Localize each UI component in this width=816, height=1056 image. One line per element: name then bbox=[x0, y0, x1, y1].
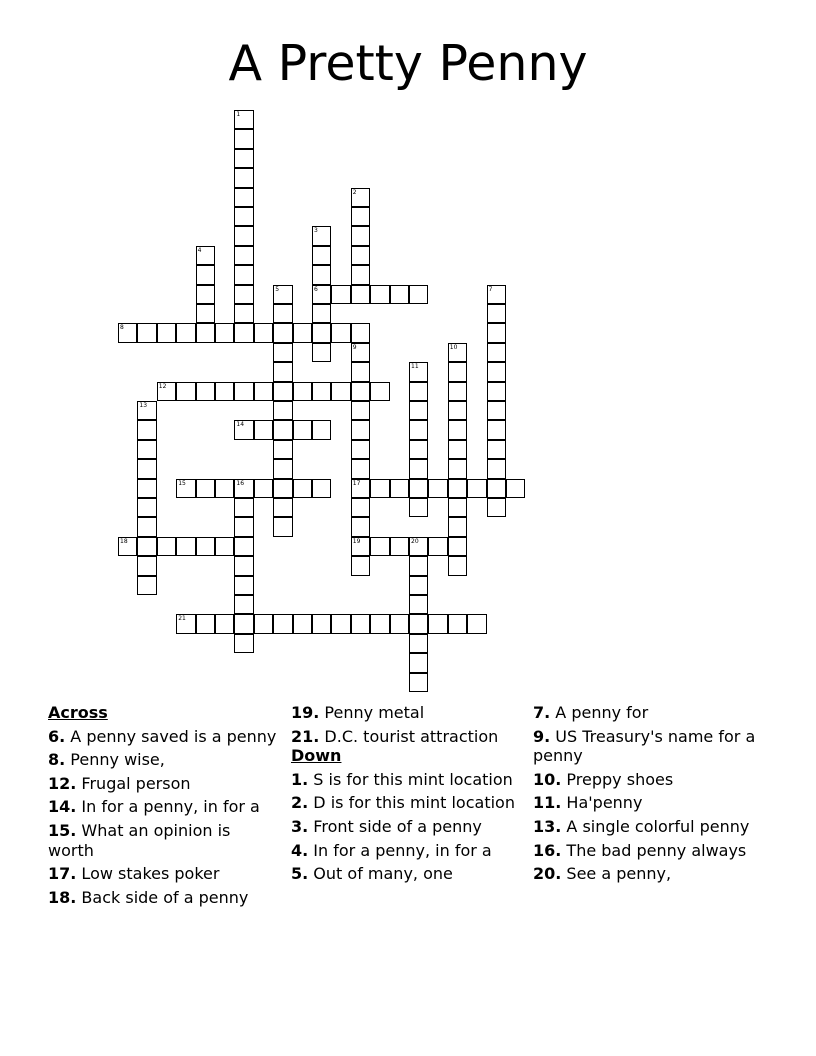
grid-cell[interactable] bbox=[312, 343, 331, 362]
grid-cell[interactable] bbox=[234, 498, 253, 517]
grid-cell[interactable] bbox=[351, 362, 370, 381]
grid-cell[interactable] bbox=[273, 420, 292, 439]
cell-number: 4 bbox=[197, 246, 202, 254]
grid-cell[interactable] bbox=[448, 479, 467, 498]
grid-cell[interactable] bbox=[409, 634, 428, 653]
across-clue bbox=[48, 727, 280, 747]
grid-cell[interactable] bbox=[234, 634, 253, 653]
grid-cell[interactable] bbox=[157, 382, 176, 401]
grid-cell[interactable] bbox=[351, 440, 370, 459]
cell-number: 16 bbox=[236, 479, 245, 487]
grid-cell[interactable] bbox=[196, 246, 215, 265]
cell-number: 2 bbox=[352, 188, 357, 196]
across-clue bbox=[48, 774, 280, 794]
grid-cell[interactable] bbox=[215, 323, 234, 342]
grid-cell[interactable] bbox=[351, 207, 370, 226]
grid-cell[interactable] bbox=[312, 246, 331, 265]
grid-cell[interactable] bbox=[137, 401, 156, 420]
cell-number: 1 bbox=[236, 111, 241, 118]
grid-cell[interactable] bbox=[409, 537, 428, 556]
grid-cell[interactable] bbox=[137, 420, 156, 439]
clue-text: D is for this mint location bbox=[308, 793, 515, 813]
clues-column-1 bbox=[48, 703, 280, 911]
grid-cell[interactable] bbox=[273, 459, 292, 478]
cell-number: 13 bbox=[139, 402, 148, 409]
grid-cell[interactable] bbox=[351, 420, 370, 439]
grid-cell[interactable] bbox=[409, 440, 428, 459]
grid-cell[interactable] bbox=[331, 614, 350, 633]
grid-cell[interactable] bbox=[234, 265, 253, 284]
grid-cell[interactable] bbox=[448, 556, 467, 575]
grid-cell[interactable] bbox=[390, 614, 409, 633]
grid-cell[interactable] bbox=[234, 576, 253, 595]
grid-cell[interactable] bbox=[176, 323, 195, 342]
clue-number: 7. bbox=[533, 703, 551, 722]
grid-cell[interactable] bbox=[390, 537, 409, 556]
grid-cell[interactable] bbox=[176, 614, 195, 633]
grid-cell[interactable] bbox=[487, 285, 506, 304]
down-clue bbox=[533, 703, 765, 723]
grid-cell[interactable] bbox=[351, 285, 370, 304]
grid-cell[interactable] bbox=[234, 168, 253, 187]
grid-cell[interactable] bbox=[448, 362, 467, 381]
clue-number: 10. bbox=[533, 769, 562, 789]
grid-cell[interactable] bbox=[196, 304, 215, 323]
grid-cell[interactable] bbox=[273, 614, 292, 633]
grid-cell[interactable] bbox=[312, 265, 331, 284]
cell-number: 9 bbox=[352, 343, 357, 351]
down-clue bbox=[533, 793, 765, 813]
grid-cell[interactable] bbox=[331, 382, 350, 401]
grid-cell[interactable] bbox=[448, 614, 467, 633]
grid-cell[interactable] bbox=[312, 614, 331, 633]
grid-cell[interactable] bbox=[409, 673, 428, 692]
grid-cell[interactable] bbox=[273, 479, 292, 498]
grid-cell[interactable] bbox=[273, 498, 292, 517]
grid-cell[interactable] bbox=[215, 537, 234, 556]
grid-cell[interactable] bbox=[351, 517, 370, 536]
grid-cell[interactable] bbox=[312, 285, 331, 304]
grid-cell[interactable] bbox=[234, 382, 253, 401]
grid-cell[interactable] bbox=[331, 323, 350, 342]
clue-number: 8. bbox=[48, 750, 66, 770]
grid-cell[interactable] bbox=[351, 479, 370, 498]
grid-cell[interactable] bbox=[312, 420, 331, 439]
grid-cell[interactable] bbox=[137, 556, 156, 575]
clue-number: 11. bbox=[533, 793, 562, 813]
grid-cell[interactable] bbox=[506, 479, 525, 498]
grid-cell[interactable] bbox=[176, 537, 195, 556]
grid-cell[interactable] bbox=[293, 479, 312, 498]
grid-cell[interactable] bbox=[293, 382, 312, 401]
clue-text: US Treasury's name for a penny bbox=[533, 726, 756, 766]
down-heading: Down bbox=[291, 746, 342, 766]
clue-text: What an opinion is worth bbox=[48, 820, 231, 860]
grid-cell[interactable] bbox=[428, 614, 447, 633]
grid-cell[interactable] bbox=[118, 537, 137, 556]
clue-text: The bad penny always bbox=[561, 840, 747, 860]
cell-number: 17 bbox=[352, 479, 361, 487]
grid-cell[interactable] bbox=[234, 188, 253, 207]
grid-cell[interactable] bbox=[234, 420, 253, 439]
grid-cell[interactable] bbox=[448, 401, 467, 420]
grid-cell[interactable] bbox=[351, 188, 370, 207]
grid-cell[interactable] bbox=[273, 323, 292, 342]
clue-number: 2. bbox=[291, 793, 309, 813]
cell-number: 7 bbox=[488, 285, 493, 293]
grid-cell[interactable] bbox=[409, 459, 428, 478]
grid-cell[interactable] bbox=[487, 343, 506, 362]
grid-cell[interactable] bbox=[254, 382, 273, 401]
clues-column-2 bbox=[291, 703, 523, 888]
grid-cell[interactable] bbox=[409, 653, 428, 672]
grid-cell[interactable] bbox=[234, 149, 253, 168]
cell-number: 5 bbox=[275, 285, 280, 293]
clue-text: Preppy shoes bbox=[561, 769, 674, 789]
page-title: A Pretty Penny bbox=[228, 35, 588, 92]
grid-cell[interactable] bbox=[234, 517, 253, 536]
grid-cell[interactable] bbox=[254, 323, 273, 342]
cell-number: 21 bbox=[178, 615, 186, 623]
down-clue bbox=[533, 817, 765, 837]
grid-cell[interactable] bbox=[390, 285, 409, 304]
clue-text: Ha'penny bbox=[561, 793, 643, 813]
down-clue bbox=[291, 793, 523, 813]
grid-cell[interactable] bbox=[196, 323, 215, 342]
grid-cell[interactable] bbox=[234, 207, 253, 226]
clue-text: In for a penny, in for a bbox=[76, 797, 260, 817]
grid-cell[interactable] bbox=[254, 420, 273, 439]
clue-number: 18. bbox=[48, 887, 77, 907]
grid-cell[interactable] bbox=[234, 614, 253, 633]
grid-cell[interactable] bbox=[118, 323, 137, 342]
clue-number: 21. bbox=[291, 726, 320, 746]
grid-cell[interactable] bbox=[196, 479, 215, 498]
grid-cell[interactable] bbox=[234, 129, 253, 148]
down-clue bbox=[533, 727, 765, 766]
grid-cell[interactable] bbox=[448, 420, 467, 439]
grid-cell[interactable] bbox=[448, 498, 467, 517]
down-clue bbox=[291, 817, 523, 837]
grid-cell[interactable] bbox=[409, 576, 428, 595]
grid-cell[interactable] bbox=[370, 537, 389, 556]
grid-cell[interactable] bbox=[157, 537, 176, 556]
grid-cell[interactable] bbox=[487, 479, 506, 498]
grid-cell[interactable] bbox=[137, 459, 156, 478]
grid-cell[interactable] bbox=[409, 498, 428, 517]
clue-text: Back side of a penny bbox=[76, 887, 249, 907]
grid-cell[interactable] bbox=[293, 420, 312, 439]
grid-cell[interactable] bbox=[176, 382, 195, 401]
grid-cell[interactable] bbox=[273, 343, 292, 362]
grid-cell[interactable] bbox=[312, 382, 331, 401]
grid-cell[interactable] bbox=[234, 226, 253, 245]
cell-number: 3 bbox=[314, 227, 318, 235]
grid-cell[interactable] bbox=[351, 246, 370, 265]
grid-cell[interactable] bbox=[409, 285, 428, 304]
grid-cell[interactable] bbox=[448, 517, 467, 536]
clue-number: 16. bbox=[533, 840, 562, 860]
grid-cell[interactable] bbox=[370, 285, 389, 304]
grid-cell[interactable] bbox=[215, 382, 234, 401]
grid-cell[interactable] bbox=[351, 265, 370, 284]
grid-cell[interactable] bbox=[487, 362, 506, 381]
grid-cell[interactable] bbox=[176, 479, 195, 498]
down-clue bbox=[533, 841, 765, 861]
cell-number: 14 bbox=[236, 421, 245, 429]
grid-cell[interactable] bbox=[351, 323, 370, 342]
grid-cell[interactable] bbox=[137, 440, 156, 459]
clue-number: 13. bbox=[533, 816, 562, 836]
grid-cell[interactable] bbox=[409, 362, 428, 381]
cell-number: 19 bbox=[352, 537, 361, 545]
grid-cell[interactable] bbox=[487, 440, 506, 459]
down-clue bbox=[533, 864, 765, 884]
grid-cell[interactable] bbox=[273, 517, 292, 536]
cell-number: 20 bbox=[411, 537, 419, 545]
grid-cell[interactable] bbox=[234, 479, 253, 498]
grid-cell[interactable] bbox=[467, 479, 486, 498]
grid-cell[interactable] bbox=[351, 498, 370, 517]
grid-cell[interactable] bbox=[409, 614, 428, 633]
grid-cell[interactable] bbox=[273, 362, 292, 381]
clue-text: Frugal person bbox=[76, 773, 191, 793]
clue-number: 20. bbox=[533, 864, 562, 884]
clue-text: Low stakes poker bbox=[76, 864, 220, 884]
grid-cell[interactable] bbox=[487, 420, 506, 439]
grid-cell[interactable] bbox=[428, 479, 447, 498]
grid-cell[interactable] bbox=[234, 537, 253, 556]
clue-text: A penny for bbox=[550, 703, 649, 722]
clue-text: Penny wise, bbox=[65, 750, 165, 770]
across-clue bbox=[291, 727, 523, 747]
grid-cell[interactable] bbox=[196, 382, 215, 401]
grid-cell[interactable] bbox=[312, 323, 331, 342]
grid-cell[interactable] bbox=[137, 323, 156, 342]
cell-number: 18 bbox=[120, 537, 128, 545]
cell-number: 6 bbox=[314, 285, 318, 293]
grid-cell[interactable] bbox=[196, 265, 215, 284]
grid-cell[interactable] bbox=[428, 537, 447, 556]
grid-cell[interactable] bbox=[234, 595, 253, 614]
down-clue bbox=[291, 864, 523, 884]
grid-cell[interactable] bbox=[137, 498, 156, 517]
clue-number: 6. bbox=[48, 726, 66, 746]
grid-cell[interactable] bbox=[370, 382, 389, 401]
grid-cell[interactable] bbox=[254, 614, 273, 633]
grid-cell[interactable] bbox=[331, 285, 350, 304]
grid-cell[interactable] bbox=[409, 595, 428, 614]
grid-cell[interactable] bbox=[448, 343, 467, 362]
grid-cell[interactable] bbox=[487, 323, 506, 342]
grid-cell[interactable] bbox=[351, 556, 370, 575]
down-clue bbox=[291, 770, 523, 790]
grid-cell[interactable] bbox=[196, 537, 215, 556]
grid-cell[interactable] bbox=[409, 401, 428, 420]
down-clue bbox=[533, 770, 765, 790]
grid-cell[interactable] bbox=[351, 226, 370, 245]
grid-cell[interactable] bbox=[234, 556, 253, 575]
grid-cell[interactable] bbox=[234, 323, 253, 342]
grid-cell[interactable] bbox=[448, 382, 467, 401]
grid-cell[interactable] bbox=[312, 226, 331, 245]
grid-cell[interactable] bbox=[487, 382, 506, 401]
across-clue bbox=[48, 864, 280, 884]
grid-cell[interactable] bbox=[487, 401, 506, 420]
across-clue bbox=[48, 750, 280, 770]
grid-cell[interactable] bbox=[234, 304, 253, 323]
grid-cell[interactable] bbox=[487, 304, 506, 323]
across-clue bbox=[48, 797, 280, 817]
clue-number: 19. bbox=[291, 703, 320, 722]
cell-number: 8 bbox=[120, 324, 124, 332]
grid-cell[interactable] bbox=[254, 479, 273, 498]
clue-text: Front side of a penny bbox=[308, 816, 482, 836]
across-clue bbox=[48, 888, 280, 908]
grid-cell[interactable] bbox=[351, 401, 370, 420]
grid-cell[interactable] bbox=[273, 382, 292, 401]
grid-cell[interactable] bbox=[293, 323, 312, 342]
grid-cell[interactable] bbox=[370, 614, 389, 633]
grid-cell[interactable] bbox=[234, 246, 253, 265]
grid-cell[interactable] bbox=[137, 479, 156, 498]
grid-cell[interactable] bbox=[390, 479, 409, 498]
clue-number: 1. bbox=[291, 769, 309, 789]
cell-number: 15 bbox=[178, 479, 186, 487]
grid-cell[interactable] bbox=[137, 576, 156, 595]
grid-cell[interactable] bbox=[448, 440, 467, 459]
grid-cell[interactable] bbox=[487, 459, 506, 478]
clue-text: S is for this mint location bbox=[308, 769, 513, 789]
grid-cell[interactable] bbox=[409, 382, 428, 401]
grid-cell[interactable] bbox=[234, 110, 253, 129]
cell-number: 10 bbox=[449, 343, 458, 351]
grid-cell[interactable] bbox=[351, 382, 370, 401]
clue-text: In for a penny, in for a bbox=[308, 840, 492, 860]
clue-number: 14. bbox=[48, 797, 77, 817]
clue-number: 3. bbox=[291, 816, 309, 836]
clue-text: Out of many, one bbox=[308, 864, 453, 884]
clue-text: Penny metal bbox=[319, 703, 425, 722]
down-clue bbox=[291, 841, 523, 861]
across-heading: Across bbox=[48, 703, 108, 722]
grid-cell[interactable] bbox=[293, 614, 312, 633]
clue-number: 5. bbox=[291, 864, 309, 884]
grid-cell[interactable] bbox=[448, 537, 467, 556]
clues-column-3 bbox=[533, 703, 765, 888]
clue-number: 12. bbox=[48, 773, 77, 793]
cell-number: 11 bbox=[411, 363, 419, 371]
grid-cell[interactable] bbox=[215, 479, 234, 498]
clue-number: 4. bbox=[291, 840, 309, 860]
grid-cell[interactable] bbox=[157, 323, 176, 342]
grid-cell[interactable] bbox=[312, 479, 331, 498]
grid-cell[interactable] bbox=[234, 285, 253, 304]
grid-cell[interactable] bbox=[409, 556, 428, 575]
clue-text: A single colorful penny bbox=[561, 816, 750, 836]
grid-cell[interactable] bbox=[273, 304, 292, 323]
clue-text: A penny saved is a penny bbox=[65, 726, 277, 746]
clue-text: See a penny, bbox=[561, 864, 672, 884]
clue-number: 17. bbox=[48, 864, 77, 884]
across-clue bbox=[48, 821, 280, 860]
grid-cell[interactable] bbox=[370, 479, 389, 498]
grid-cell[interactable] bbox=[409, 479, 428, 498]
grid-cell[interactable] bbox=[137, 517, 156, 536]
clue-number: 15. bbox=[48, 820, 77, 840]
grid-cell[interactable] bbox=[467, 614, 486, 633]
clue-number: 9. bbox=[533, 726, 551, 746]
grid-cell[interactable] bbox=[351, 537, 370, 556]
grid-cell[interactable] bbox=[196, 285, 215, 304]
across-clue bbox=[291, 703, 523, 723]
grid-cell[interactable] bbox=[215, 614, 234, 633]
grid-cell[interactable] bbox=[273, 401, 292, 420]
grid-cell[interactable] bbox=[448, 459, 467, 478]
grid-cell[interactable] bbox=[409, 420, 428, 439]
grid-cell[interactable] bbox=[351, 614, 370, 633]
grid-cell[interactable] bbox=[351, 459, 370, 478]
grid-cell[interactable] bbox=[487, 498, 506, 517]
grid-cell[interactable] bbox=[312, 304, 331, 323]
grid-cell[interactable] bbox=[273, 440, 292, 459]
grid-cell[interactable] bbox=[137, 537, 156, 556]
clue-text: D.C. tourist attraction bbox=[319, 726, 499, 746]
grid-cell[interactable] bbox=[273, 285, 292, 304]
grid-cell[interactable] bbox=[351, 343, 370, 362]
cell-number: 12 bbox=[158, 382, 167, 390]
grid-cell[interactable] bbox=[196, 614, 215, 633]
